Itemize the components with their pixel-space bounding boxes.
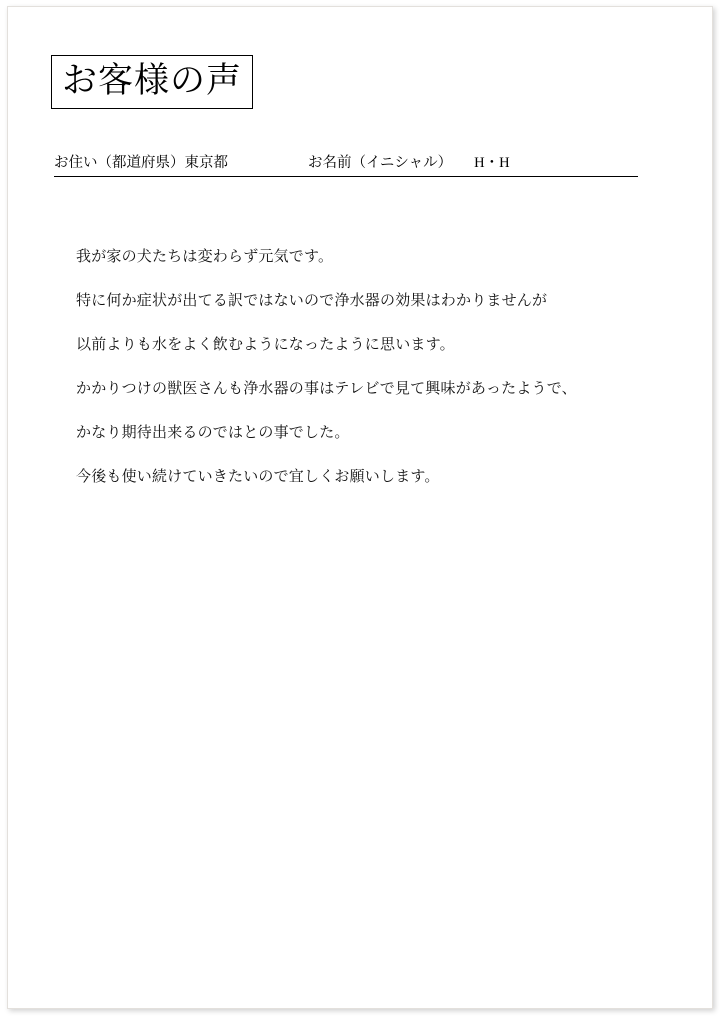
page-title: お客様の声 [62,61,243,101]
title-box [51,55,253,109]
body-line: 今後も使い続けていきたいので宜しくお願いします。 [76,469,440,485]
name-label: お名前（イニシャル） [308,155,453,171]
name-value: H・H [474,155,510,171]
document-page [7,6,713,1009]
residence-label: お住い（都道府県） [54,155,185,171]
residence-value: 東京都 [184,155,228,171]
body-line: 我が家の犬たちは変わらず元気です。 [76,249,334,265]
body-line: かかりつけの獣医さんも浄水器の事はテレビで見て興味があったようで、 [76,381,577,397]
body-line: かなり期待出来るのではとの事でした。 [76,425,350,441]
meta-row [54,151,638,177]
body-line: 以前よりも水をよく飲むようになったように思います。 [76,337,455,353]
body-line: 特に何か症状が出てる訳ではないので浄水器の効果はわかりませんが [76,293,548,309]
testimonial-body [76,235,676,499]
